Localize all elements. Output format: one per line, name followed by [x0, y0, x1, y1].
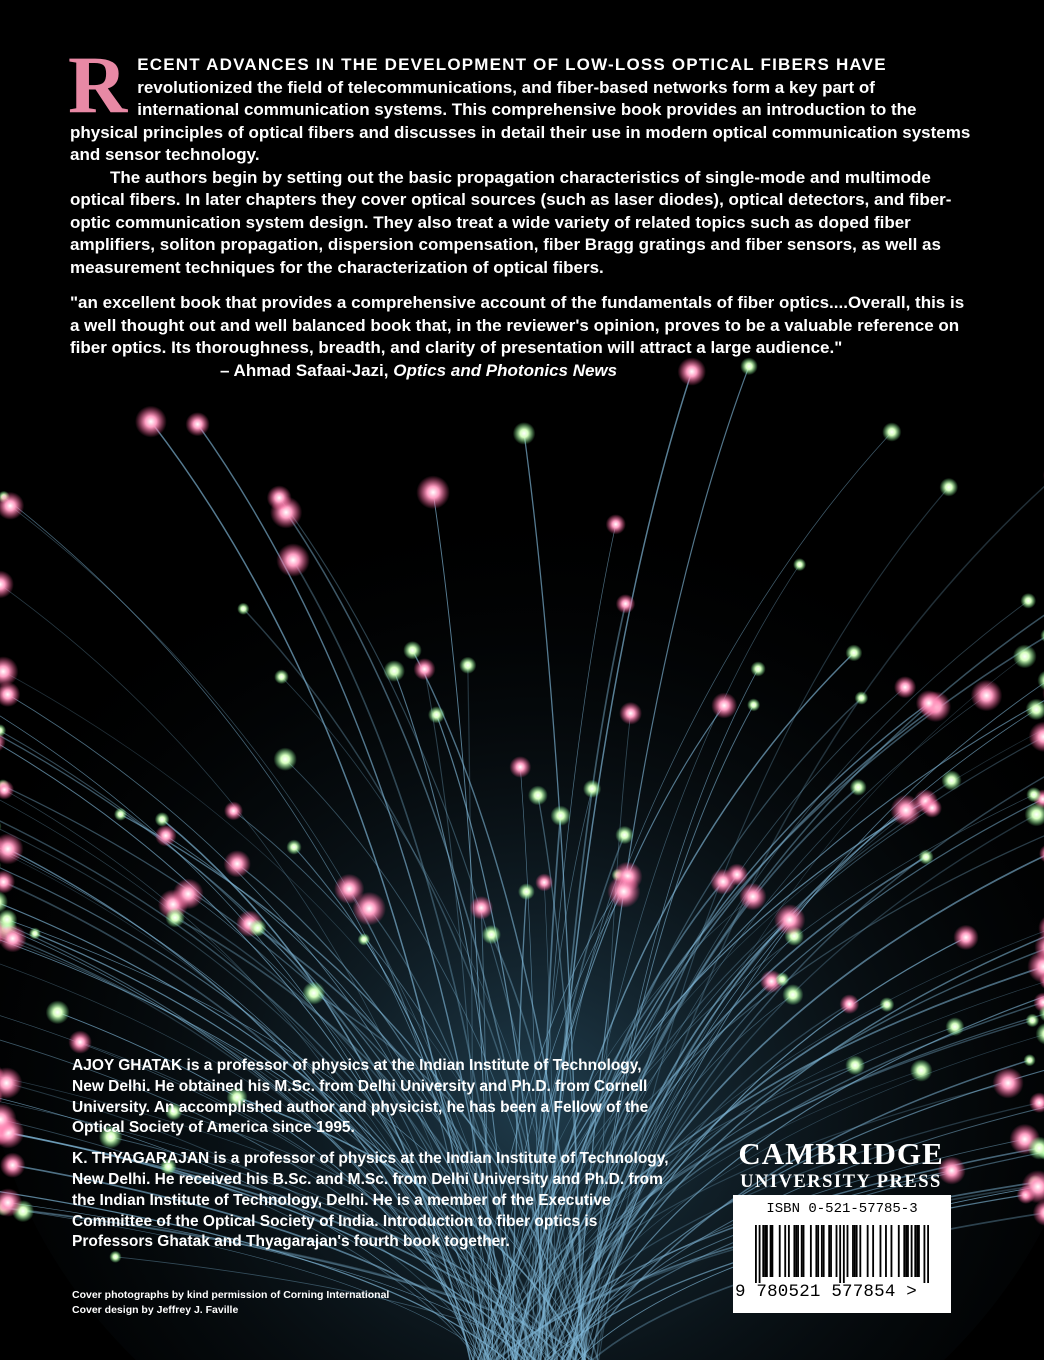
fiber-tip-green [528, 786, 548, 806]
fiber-tip-green [274, 748, 297, 771]
fiber-tip-green [459, 657, 476, 674]
fiber-tip-green [846, 645, 863, 662]
fiber-tip-green [946, 1017, 965, 1036]
barcode-bar [764, 1225, 766, 1277]
fiber-tip-green [1026, 787, 1041, 802]
fiber-tip-pink [414, 658, 436, 680]
barcode-bar [821, 1225, 823, 1277]
fiber-tip-green [1021, 593, 1037, 609]
barcode-bar [852, 1225, 854, 1277]
barcode-bar [795, 1225, 797, 1277]
barcode-panel [733, 1195, 951, 1313]
fiber-tip-green [1013, 645, 1037, 669]
barcode-bar [872, 1225, 874, 1277]
fiber-tip-green [782, 984, 803, 1005]
barcode-bar [793, 1225, 795, 1277]
barcode-bar [891, 1225, 893, 1277]
barcode-bar [815, 1225, 817, 1277]
fiber-tip-green [615, 826, 633, 844]
fiber-tip-green [751, 661, 766, 676]
fiber-tip-pink [971, 680, 1003, 712]
barcode-bar [779, 1225, 781, 1277]
intro-paragraph-2: The authors begin by setting out the basic propagation characteristics of single-mode and multimode optical fibers. In later chapters they cover optical sources (such as laser diodes), optical detectors, and fiber-optic communication system design. They also treat a wide variety of related topics such as doped fiber amplifiers, soliton propagation, dispersion compensation, fiber Bragg gratings and fiber sensors, as well as measurement techniques for the characterization of optical fibers. [70, 167, 952, 277]
barcode-bar [759, 1225, 761, 1283]
fiber-tip-pink [739, 883, 766, 910]
fiber-tip-green [1026, 1014, 1040, 1028]
fiber-tip-green [583, 780, 601, 798]
fiber-tip-pink [352, 892, 386, 926]
barcode-bar [770, 1225, 772, 1277]
fiber-tip-pink [894, 676, 916, 698]
review-quote-block [70, 292, 975, 382]
drop-cap-letter: R [68, 39, 128, 130]
fiber-tip-pink [890, 795, 921, 826]
fiber-tip-pink [607, 875, 640, 908]
barcode-bar [788, 1225, 790, 1277]
barcode-bar [762, 1225, 764, 1277]
barcode-bar [839, 1225, 841, 1283]
fiber-tip-pink [68, 1030, 91, 1053]
fiber-tip-pink [711, 693, 737, 719]
fiber-tip-pink [616, 594, 635, 613]
barcode-bar [766, 1225, 768, 1277]
barcode-bar [817, 1225, 819, 1277]
fiber-tip-green [302, 982, 325, 1005]
barcode-bar [856, 1225, 858, 1277]
fiber-tip-green [114, 808, 127, 821]
barcode-bar [907, 1225, 909, 1277]
barcode-bar [854, 1225, 856, 1277]
fiber-tip-green [882, 422, 901, 441]
fiber-tip-pink [135, 406, 167, 438]
barcode-bar [859, 1225, 861, 1277]
fiber-tip-pink [155, 825, 177, 847]
barcode-bar [880, 1225, 882, 1277]
intro-paragraph-1 [68, 39, 975, 167]
fiber-tip-pink [726, 864, 748, 886]
fiber-tip-green [358, 933, 370, 945]
barcode-bar [843, 1225, 845, 1283]
fiber-tip-green [845, 1055, 865, 1075]
fiber-tip-green [237, 603, 249, 615]
fiber-tip-pink [606, 514, 626, 534]
fiber-tip-green [918, 849, 933, 864]
fiber-tip-green [747, 698, 760, 711]
barcode-bar [755, 1225, 757, 1283]
fiber-tip-pink [509, 756, 531, 778]
fiber-tip-green [793, 558, 806, 571]
barcode-bar [914, 1225, 916, 1277]
fiber-tip-pink [922, 798, 942, 818]
fiber-tip-green [249, 919, 267, 937]
fiber-tip-pink [416, 476, 450, 510]
fiber-tip-pink [186, 412, 210, 436]
fiber-tip-green [880, 997, 895, 1012]
fiber-tip-pink [0, 925, 27, 953]
lead-caps-line: ECENT ADVANCES IN THE DEVELOPMENT OF LOW-LOSS OPTICAL FIBERS HAVE [137, 55, 887, 74]
barcode-bar [784, 1225, 786, 1277]
barcode-bar [810, 1225, 812, 1277]
fiber-tip-pink [276, 543, 310, 577]
barcode-bar [885, 1225, 887, 1277]
fiber-tip-green [1024, 1054, 1036, 1066]
barcode-bar [836, 1225, 838, 1277]
barcode-bar [903, 1225, 905, 1277]
fiber-tip-green [513, 422, 536, 445]
fiber-tip-green [482, 925, 501, 944]
review-journal: Optics and Photonics News [393, 360, 618, 380]
author-bios [72, 1056, 672, 1263]
fiber-tip-green [850, 779, 867, 796]
bio-ghatak: AJOY GHATAK is a professor of physics at the Indian Institute of Technology, New Delhi. He obtained his M.Sc. from Delhi University and Ph.D. from Cornell University. An accomplished author and physicist, he has been a Fellow of the Optical Society of America since 1995. [72, 1057, 649, 1137]
fiber-tip-green [428, 706, 445, 723]
reviewer-name: – Ahmad Safaai-Jazi, [220, 360, 389, 380]
fiber-tip-green [155, 812, 170, 827]
fiber-tip-pink [0, 1153, 25, 1178]
review-quote: "an excellent book that provides a comprehensive account of the fundamentals of fiber optics....Overall, this is a well thought out and well balanced book that, in the reviewer's opinion, proves to be a valuable reference on fiber optics. Its thoroughness, breadth, and clarity of presentation will attract a large audience." [70, 293, 965, 357]
design-credit: Cover design by Jeffrey J. Faville [72, 1303, 239, 1316]
fiber-tip-green [165, 908, 185, 928]
fiber-tip-green [550, 806, 570, 826]
barcode-bars [755, 1225, 929, 1283]
barcode-bar [801, 1225, 803, 1277]
fiber-tip-pink [224, 801, 243, 820]
barcode-bar [905, 1225, 907, 1277]
isbn-label: ISBN 0-521-57785-3 [766, 1201, 918, 1217]
barcode-digits: 9 780521 577854 > [735, 1282, 917, 1302]
intro-paragraph-1-text: revolutionized the field of telecommunications, and fiber-based networks form a key part of international communication systems. This comprehensive book provides an introduction to the physical principles of optical fibers and discusses in detail their use in modern optical communication systems and sensor technology. [70, 77, 971, 164]
fiber-tip-green [286, 840, 301, 855]
barcode-bar [797, 1225, 799, 1277]
barcode-bar [911, 1225, 913, 1277]
fiber-tip-green [274, 670, 289, 685]
barcode-bar [847, 1225, 849, 1277]
fiber-tip-pink [535, 873, 553, 891]
fiber-tip-green [518, 883, 535, 900]
review-attribution [70, 360, 975, 383]
fiber-tip-green [941, 770, 961, 790]
fiber-tip-pink [224, 850, 251, 877]
cover-credits [72, 1288, 389, 1317]
barcode-bar [924, 1225, 926, 1283]
fiber-tip-pink [173, 879, 204, 910]
fiber-tip-green [910, 1059, 932, 1081]
barcode-bar [927, 1225, 929, 1283]
barcode-bar [918, 1225, 920, 1277]
fiber-tip-pink [774, 904, 805, 935]
barcode-bar [803, 1225, 805, 1277]
fiber-tip-green [940, 478, 959, 497]
barcode-bar [830, 1225, 832, 1277]
fiber-tip-green [29, 928, 41, 940]
photo-credit: Cover photographs by kind permission of Corning International [72, 1289, 390, 1301]
barcode-bar [916, 1225, 918, 1277]
fiber-tip-green [403, 641, 422, 660]
fiber-tip-green [775, 972, 789, 986]
fiber-tip-pink [619, 702, 642, 725]
publisher-subtitle: UNIVERSITY PRESS [740, 1172, 942, 1192]
fiber-tip-pink [840, 994, 860, 1014]
fiber-tip-green [383, 660, 405, 682]
barcode-bar [898, 1225, 900, 1277]
fiber-tip-pink [267, 485, 292, 510]
barcode-bar [867, 1225, 869, 1277]
barcode-bar [828, 1225, 830, 1277]
fiber-tip-pink [470, 896, 494, 920]
fiber-tip-pink [993, 1067, 1024, 1098]
fiber-tip-green [855, 691, 869, 705]
fiber-tip-pink [916, 690, 942, 716]
fiber-tip-pink [953, 925, 978, 950]
intro-text [68, 39, 975, 279]
publisher-logo [730, 1136, 952, 1192]
barcode-bar [823, 1225, 825, 1277]
bio-thyagarajan: K. THYAGARAJAN is a professor of physics at the Indian Institute of Technology, New Delhi. He received his B.Sc. and M.Sc. from Delhi University and Ph.D. from the Indian Institute of Technology, Delhi. He is a member of the Executive Committee of the Optical Society of India. Introduction to fiber optics is Professors Ghatak and Thyagarajan's fourth book together. [72, 1150, 669, 1251]
publisher-name: CAMBRIDGE [738, 1136, 944, 1171]
fiber-tip-green [46, 1000, 70, 1024]
barcode-bar [771, 1225, 773, 1277]
